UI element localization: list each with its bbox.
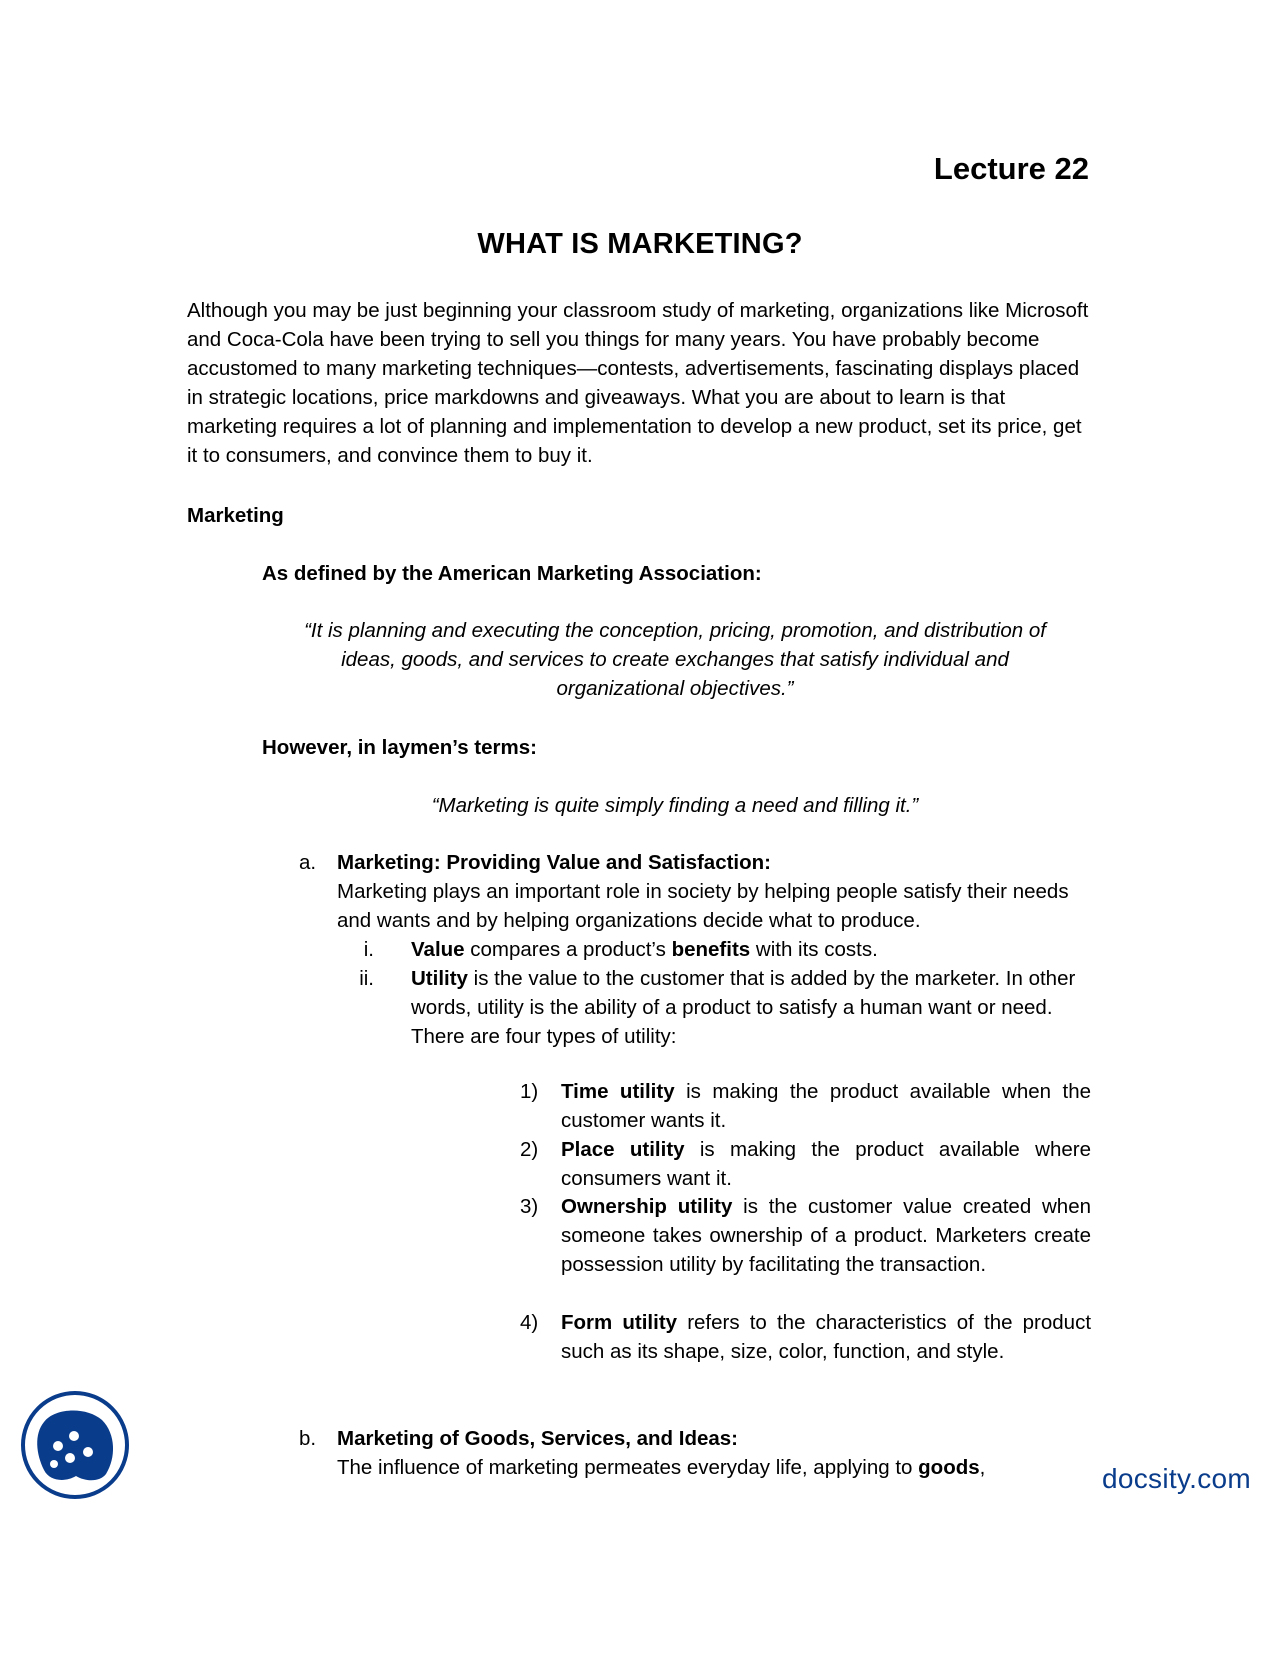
laymen-heading: However, in laymen’s terms: xyxy=(262,736,537,759)
item-ii-label: ii. xyxy=(359,967,374,990)
term-value: Value xyxy=(411,938,465,961)
docsity-brand-link[interactable]: docsity.com xyxy=(1102,1463,1252,1494)
logo-shape xyxy=(37,1410,113,1480)
section-b-tail: , xyxy=(979,1456,986,1479)
logo-dot xyxy=(83,1447,93,1457)
logo-dot xyxy=(65,1453,75,1463)
section-heading-marketing: Marketing xyxy=(187,504,284,527)
item-value-text: compares a product’s xyxy=(464,938,672,961)
utility-place xyxy=(561,1135,1091,1193)
utility-3-label: 3) xyxy=(520,1195,539,1218)
utility-place-text: is making the product available where consumers want it. xyxy=(561,1138,1091,1190)
term-time-utility: Time utility xyxy=(561,1080,675,1103)
utility-time-text: is making the product available when the customer wants it. xyxy=(561,1080,1091,1132)
logo-dot xyxy=(50,1460,58,1468)
section-b-text: The influence of marketing permeates everyday life, applying to xyxy=(337,1456,919,1479)
term-form-utility: Form utility xyxy=(561,1311,678,1334)
ama-quote xyxy=(250,616,1100,703)
section-b-label: b. xyxy=(299,1427,317,1450)
term-place-utility: Place utility xyxy=(561,1138,685,1161)
term-utility: Utility xyxy=(411,967,468,990)
term-goods: goods xyxy=(918,1456,980,1479)
term-benefits: benefits xyxy=(671,938,751,961)
section-a-label: a. xyxy=(299,851,317,874)
term-ownership-utility: Ownership utility xyxy=(561,1195,733,1218)
item-i-label: i. xyxy=(363,938,374,961)
ama-quote-line: ideas, goods, and services to create exchanges that satisfy individual and xyxy=(341,648,1009,671)
utility-ownership xyxy=(561,1192,1091,1279)
ama-heading: As defined by the American Marketing Association: xyxy=(262,562,762,585)
docsity-logo-icon[interactable] xyxy=(20,1390,130,1500)
section-b-text-line xyxy=(337,1453,1057,1482)
section-a-heading: Marketing: Providing Value and Satisfaction: xyxy=(337,851,771,874)
section-a-text: Marketing plays an important role in society by helping people satisfy their needs and wants and by helping organizations decide what to produce. xyxy=(337,880,1069,932)
section-b-heading: Marketing of Goods, Services, and Ideas: xyxy=(337,1427,739,1450)
item-utility xyxy=(411,964,1092,1051)
utility-4-label: 4) xyxy=(520,1311,539,1334)
ama-quote-line: organizational objectives.” xyxy=(556,677,794,700)
section-b xyxy=(337,1424,1057,1482)
utility-time xyxy=(561,1077,1091,1135)
lecture-number: Lecture 22 xyxy=(933,151,1089,186)
ama-quote-line: “It is planning and executing the conception, pricing, promotion, and distribution of xyxy=(304,619,1046,642)
intro-paragraph: Although you may be just beginning your classroom study of marketing, organizations like Microsoft and Coca-Cola have been trying to sell you things for many years. You have probably become accustomed to many marketing techniques—contests, advertisements, fascinating displays placed in strategic locations, price markdowns and giveaways. What you are about to learn is that marketing requires a lot of planning and implementation to develop a new product, set its price, get it to consumers, and convince them to buy it. xyxy=(187,299,1089,467)
utility-ownership-text: is the customer value created when someone takes ownership of a product. Marketers create possession utility by facilitating the transaction. xyxy=(561,1195,1092,1276)
logo-dot xyxy=(53,1441,63,1451)
utility-2-label: 2) xyxy=(520,1138,539,1161)
laymen-quote: “Marketing is quite simply finding a need and filling it.” xyxy=(431,794,919,817)
logo-dot xyxy=(69,1431,79,1441)
section-a xyxy=(337,848,1092,935)
item-value xyxy=(411,935,1092,964)
utility-form xyxy=(561,1308,1091,1366)
page-title: WHAT IS MARKETING? xyxy=(477,228,803,260)
item-value-text-end: with its costs. xyxy=(750,938,878,961)
utility-form-text: refers to the characteristics of the product such as its shape, size, color, function, and style. xyxy=(561,1311,1092,1363)
utility-1-label: 1) xyxy=(520,1080,539,1103)
item-utility-text: is the value to the customer that is added by the marketer. In other words, utility is the ability of a product to satisfy a human want or need. There are four types of utility: xyxy=(411,967,1076,1048)
